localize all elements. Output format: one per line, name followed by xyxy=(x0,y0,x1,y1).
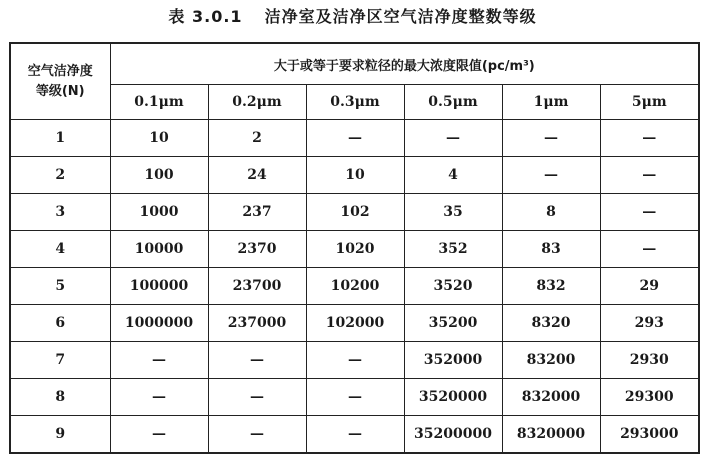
concentration-cell: 8320000 xyxy=(502,416,600,454)
particle-size-header-row xyxy=(10,85,699,120)
concentration-cell: 293000 xyxy=(600,416,699,454)
concentration-cell: — xyxy=(600,157,699,194)
class-number-cell: 4 xyxy=(10,231,110,268)
concentration-cell: 1000000 xyxy=(110,305,208,342)
class-number-cell: 7 xyxy=(10,342,110,379)
class-number-cell: 8 xyxy=(10,379,110,416)
table-row xyxy=(10,305,699,342)
concentration-cell: 2930 xyxy=(600,342,699,379)
concentration-cell: — xyxy=(600,231,699,268)
class-header-line1: 空气洁净度 xyxy=(27,63,93,79)
concentration-cell: — xyxy=(110,379,208,416)
concentration-cell: — xyxy=(110,342,208,379)
table-row xyxy=(10,268,699,305)
concentration-cell: 8320 xyxy=(502,305,600,342)
particle-size-header: 0.2μm xyxy=(208,85,306,120)
concentration-cell: 35200000 xyxy=(404,416,502,454)
concentration-cell: 352000 xyxy=(404,342,502,379)
concentration-cell: 4 xyxy=(404,157,502,194)
table-row xyxy=(10,379,699,416)
table-number: 表 3.0.1 xyxy=(168,7,243,26)
concentration-cell: 83200 xyxy=(502,342,600,379)
concentration-cell: 10200 xyxy=(306,268,404,305)
concentration-cell: 3520000 xyxy=(404,379,502,416)
particle-size-header: 0.1μm xyxy=(110,85,208,120)
concentration-cell: 29 xyxy=(600,268,699,305)
concentration-cell: — xyxy=(502,157,600,194)
concentration-limit-header: 大于或等于要求粒径的最大浓度限值(pc/m³) xyxy=(110,43,699,85)
concentration-cell: — xyxy=(110,416,208,454)
concentration-cell: 102000 xyxy=(306,305,404,342)
class-column-header xyxy=(10,43,110,120)
concentration-cell: 10 xyxy=(110,120,208,157)
class-number-cell: 6 xyxy=(10,305,110,342)
class-number-cell: 1 xyxy=(10,120,110,157)
particle-size-header: 1μm xyxy=(502,85,600,120)
concentration-cell: 1000 xyxy=(110,194,208,231)
particle-size-header: 0.5μm xyxy=(404,85,502,120)
table-row xyxy=(10,194,699,231)
concentration-cell: — xyxy=(600,194,699,231)
table-row xyxy=(10,157,699,194)
concentration-cell: 237000 xyxy=(208,305,306,342)
concentration-cell: 83 xyxy=(502,231,600,268)
class-number-cell: 9 xyxy=(10,416,110,454)
concentration-cell: 35 xyxy=(404,194,502,231)
particle-size-header: 5μm xyxy=(600,85,699,120)
concentration-cell: 8 xyxy=(502,194,600,231)
concentration-cell: 2370 xyxy=(208,231,306,268)
concentration-cell: 237 xyxy=(208,194,306,231)
concentration-cell: 10000 xyxy=(110,231,208,268)
class-number-cell: 3 xyxy=(10,194,110,231)
concentration-cell: 293 xyxy=(600,305,699,342)
particle-size-header: 0.3μm xyxy=(306,85,404,120)
class-header-line2: 等级(N) xyxy=(35,83,85,99)
table-body xyxy=(10,120,699,454)
concentration-cell: 1020 xyxy=(306,231,404,268)
concentration-cell: 100000 xyxy=(110,268,208,305)
concentration-cell: — xyxy=(404,120,502,157)
concentration-cell: — xyxy=(306,416,404,454)
concentration-cell: 29300 xyxy=(600,379,699,416)
concentration-cell: 352 xyxy=(404,231,502,268)
concentration-cell: 10 xyxy=(306,157,404,194)
cleanliness-class-table xyxy=(9,42,700,454)
table-row xyxy=(10,120,699,157)
table-row xyxy=(10,416,699,454)
concentration-cell: — xyxy=(208,379,306,416)
table-row xyxy=(10,342,699,379)
concentration-cell: 23700 xyxy=(208,268,306,305)
concentration-cell: — xyxy=(600,120,699,157)
concentration-cell: — xyxy=(208,416,306,454)
concentration-cell: 832000 xyxy=(502,379,600,416)
concentration-cell: — xyxy=(208,342,306,379)
table-caption xyxy=(0,6,705,28)
concentration-cell: 24 xyxy=(208,157,306,194)
concentration-cell: 832 xyxy=(502,268,600,305)
table-title: 洁净室及洁净区空气洁净度整数等级 xyxy=(264,7,537,26)
concentration-cell: — xyxy=(306,342,404,379)
concentration-cell: — xyxy=(502,120,600,157)
concentration-cell: 35200 xyxy=(404,305,502,342)
class-number-cell: 5 xyxy=(10,268,110,305)
concentration-cell: — xyxy=(306,120,404,157)
class-number-cell: 2 xyxy=(10,157,110,194)
concentration-cell: 3520 xyxy=(404,268,502,305)
concentration-cell: — xyxy=(306,379,404,416)
concentration-cell: 102 xyxy=(306,194,404,231)
table-row xyxy=(10,231,699,268)
concentration-cell: 2 xyxy=(208,120,306,157)
concentration-cell: 100 xyxy=(110,157,208,194)
